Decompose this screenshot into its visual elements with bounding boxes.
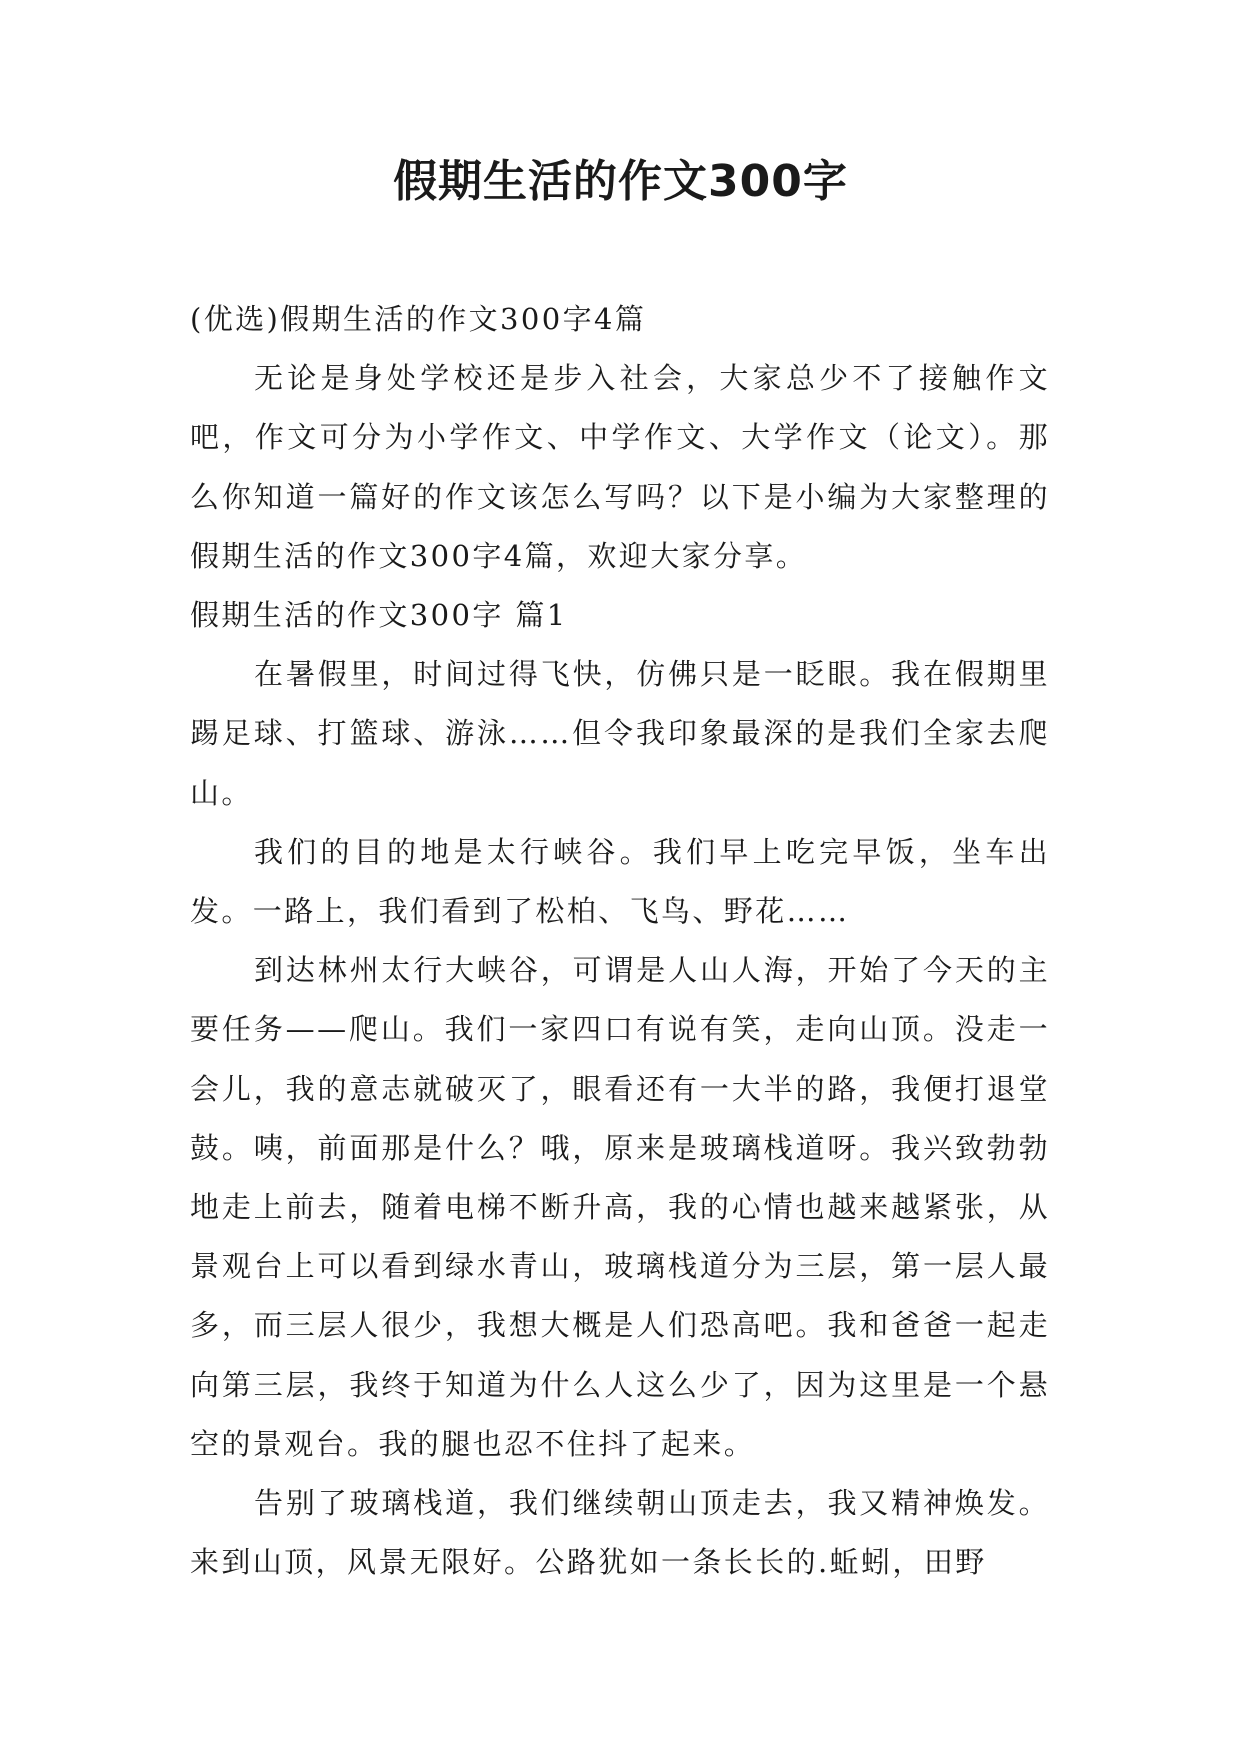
paragraph-2: 我们的目的地是太行峡谷。我们早上吃完早饭，坐车出发。一路上，我们看到了松柏、飞鸟、野花…… <box>190 834 1050 929</box>
paragraph-4: 告别了玻璃栈道，我们继续朝山顶走去，我又精神焕发。来到山顶，风景无限好。公路犹如一条长长的.蚯蚓，田野 <box>190 1486 1050 1580</box>
intro-paragraph: 无论是身处学校还是步入社会，大家总少不了接触作文吧，作文可分为小学作文、中学作文、大学作文（论文）。那么你知道一篇好的作文该怎么写吗？以下是小编为大家整理的假期生活的作文300字4篇，欢迎大家分享。 <box>190 361 1050 573</box>
document-subtitle: (优选)假期生活的作文300字4篇 <box>190 302 647 336</box>
paragraph-3: 到达林州太行大峡谷，可谓是人山人海，开始了今天的主要任务——爬山。我们一家四口有说有笑，走向山顶。没走一会儿，我的意志就破灭了，眼看还有一大半的路，我便打退堂鼓。咦，前面那是什么？哦，原来是玻璃栈道呀。我兴致勃勃地走上前去，随着电梯不断升高，我的心情也越来越紧张，从景观台上可以看到绿水青山，玻璃栈道分为三层，第一层人最多，而三层人很少，我想大概是人们恐高吧。我和爸爸一起走向第三层，我终于知道为什么人这么少了，因为这里是一个悬空的景观台。我的腿也忍不住抖了起来。 <box>190 953 1050 1461</box>
section-heading: 假期生活的作文300字 篇1 <box>190 598 568 633</box>
document-title: 假期生活的作文300字 <box>393 156 848 207</box>
document-body <box>190 290 1050 1592</box>
paragraph-1: 在暑假里，时间过得飞快，仿佛只是一眨眼。我在假期里踢足球、打篮球、游泳……但令我印象最深的是我们全家去爬山。 <box>190 657 1050 810</box>
